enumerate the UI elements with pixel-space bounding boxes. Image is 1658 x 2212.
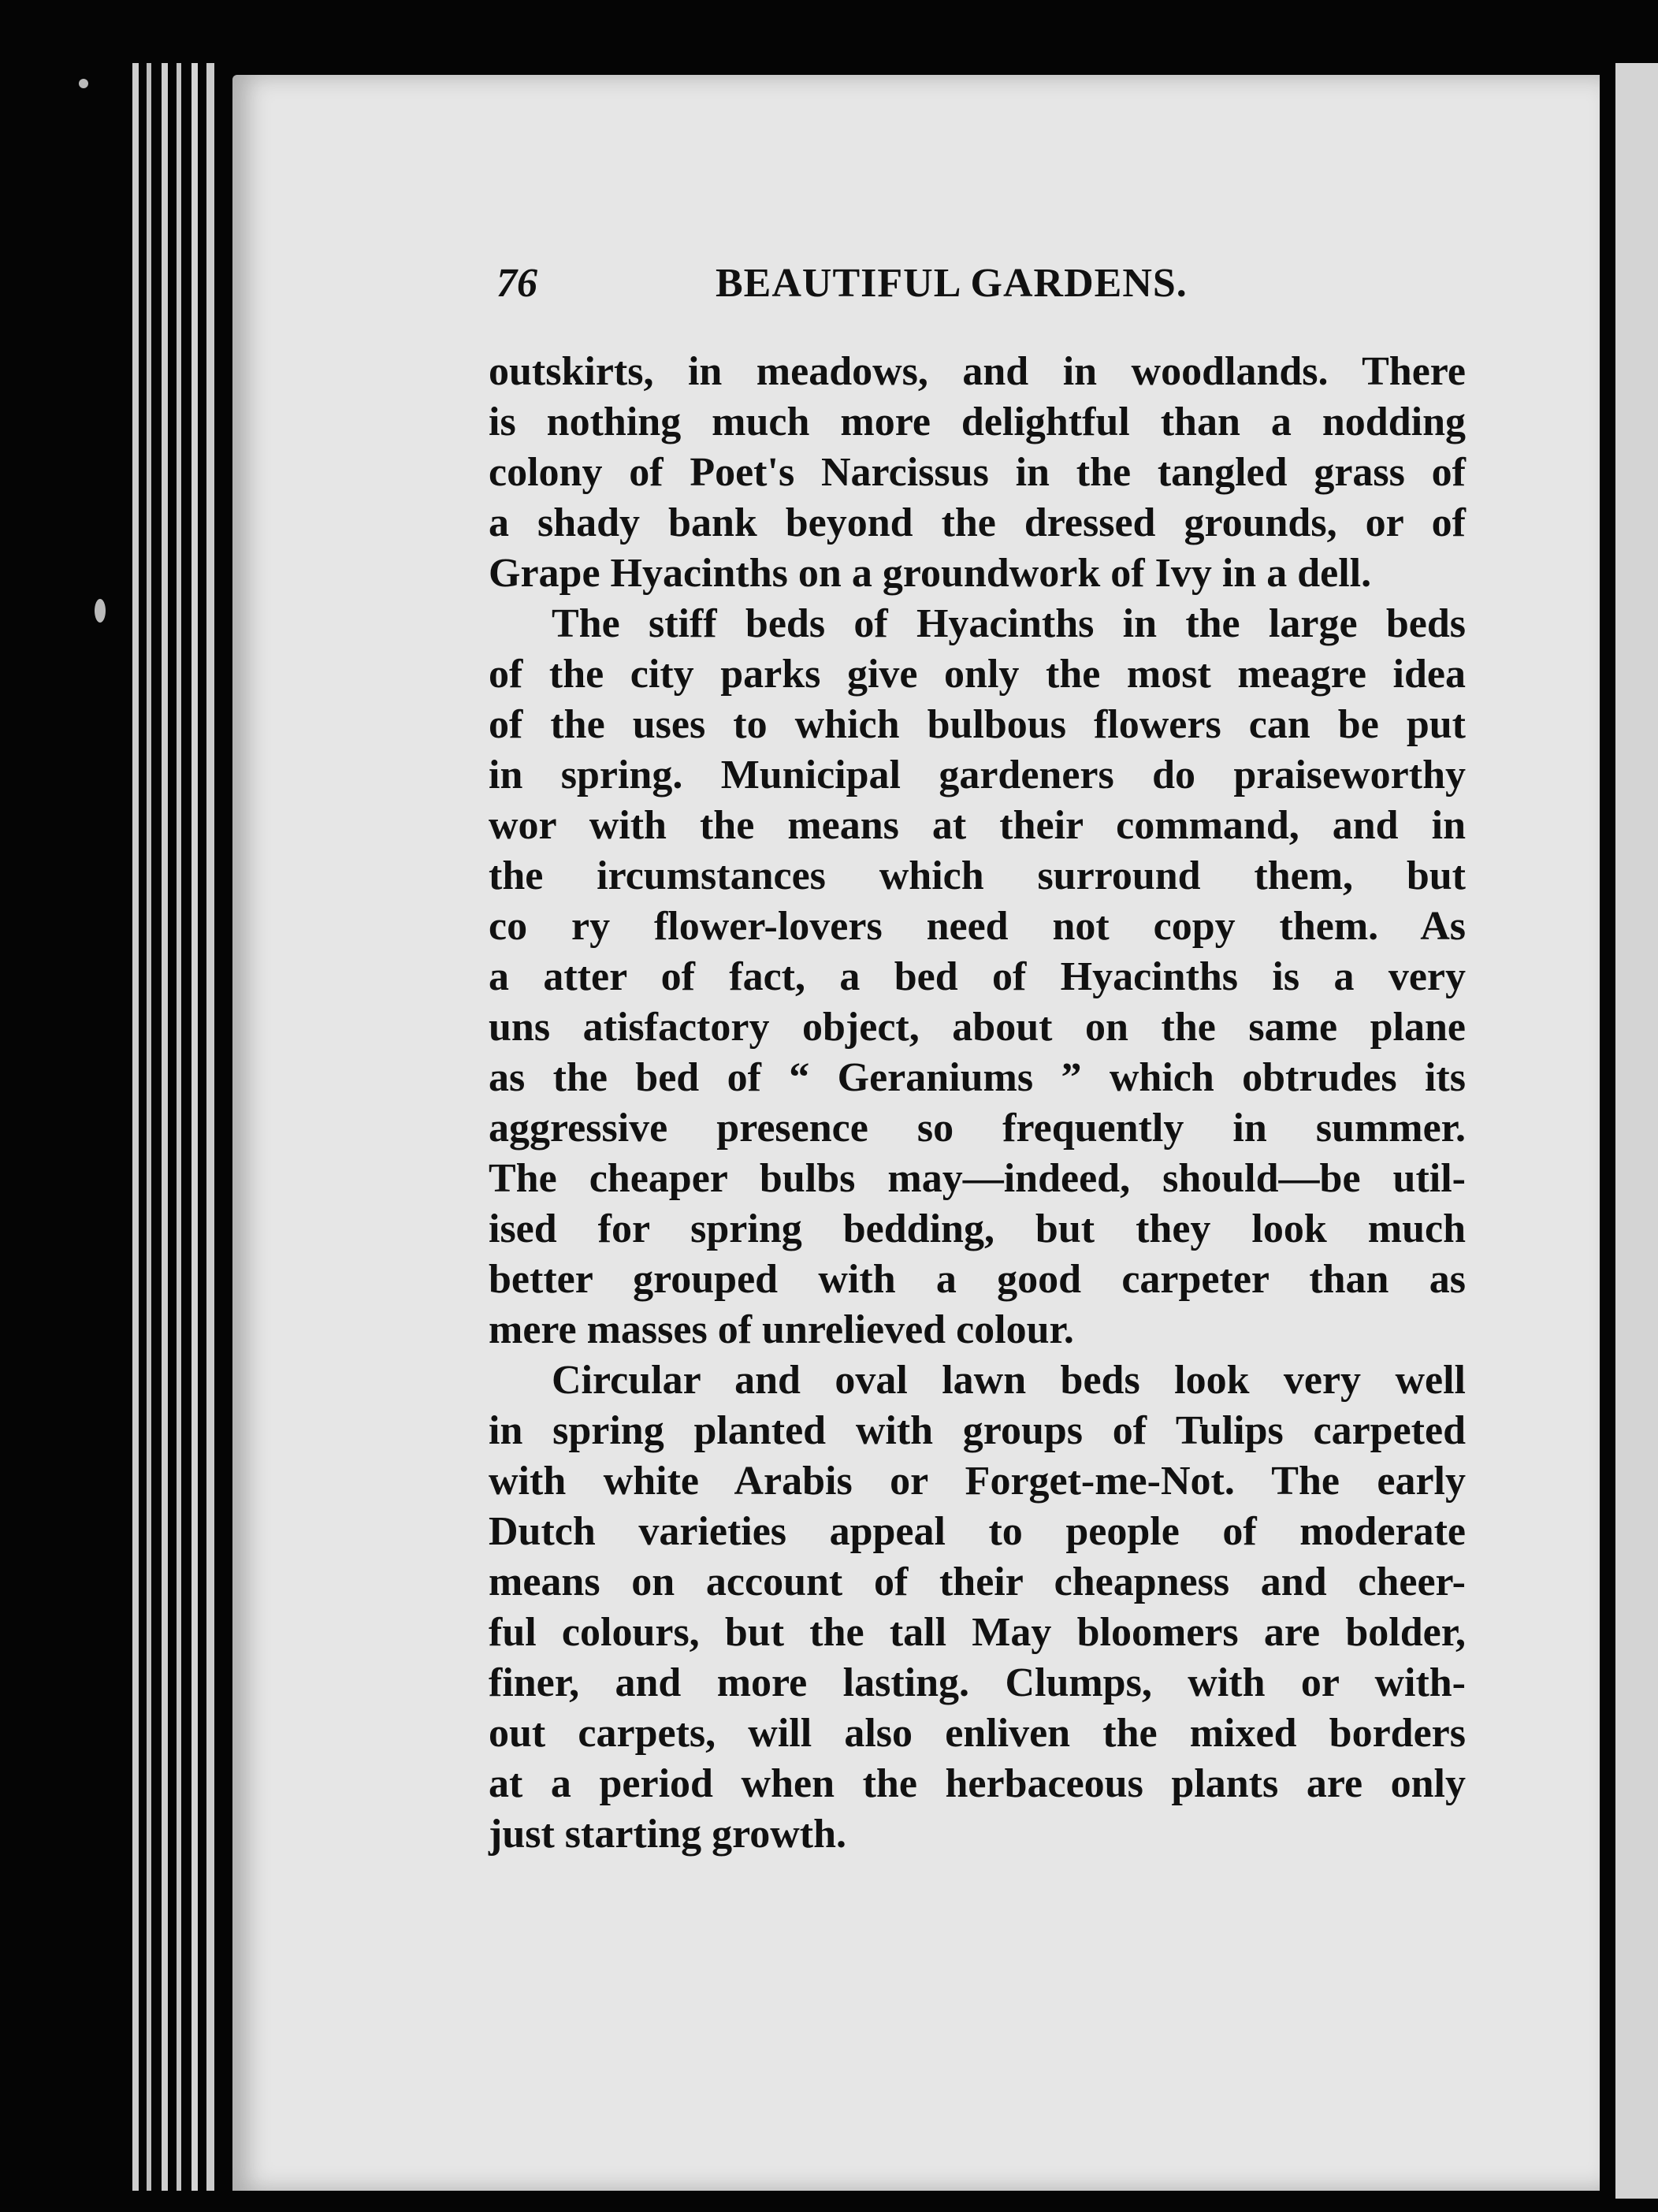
text-line: co ry flower-lovers need not copy them. As — [489, 904, 1466, 949]
text-line: ised for spring bedding, but they look much — [489, 1206, 1466, 1251]
body-text — [489, 347, 1466, 1860]
text-line: the ircumstances which surround them, but — [489, 853, 1466, 898]
page-number: 76 — [496, 261, 537, 306]
text-line: The cheaper bulbs may—indeed, should—be util- — [489, 1156, 1466, 1201]
text-line: as the bed of “ Geraniums ” which obtrudes its — [489, 1055, 1466, 1100]
scan-speck — [95, 599, 106, 623]
paragraph — [489, 599, 1466, 1355]
text-line: The stiff beds of Hyacinths in the large beds — [552, 601, 1466, 646]
text-line: a atter of fact, a bed of Hyacinths is a very — [489, 954, 1466, 999]
text-line: ful colours, but the tall May bloomers are bolder, — [489, 1610, 1466, 1655]
running-title: BEAUTIFUL GARDENS. — [716, 261, 1188, 306]
page-edge — [132, 63, 139, 2191]
text-line: with white Arabis or Forget-me-Not. The early — [489, 1459, 1466, 1504]
text-line: uns atisfactory object, about on the same plane — [489, 1005, 1466, 1050]
text-line: Dutch varieties appeal to people of moderate — [489, 1509, 1466, 1554]
text-line: colony of Poet's Narcissus in the tangled grass of — [489, 450, 1466, 495]
text-line: a shady bank beyond the dressed grounds, or of — [489, 500, 1466, 545]
text-line: in spring. Municipal gardeners do praiseworthy — [489, 753, 1466, 797]
page-edge — [191, 63, 198, 2191]
text-line: is nothing much more delightful than a nodding — [489, 400, 1466, 444]
page-edge — [162, 63, 168, 2191]
text-line: outskirts, in meadows, and in woodlands. There — [489, 349, 1466, 394]
text-line: aggressive presence so frequently in summer. — [489, 1106, 1466, 1151]
paragraph — [489, 1355, 1466, 1860]
text-line: mere masses of unrelieved colour. — [489, 1307, 1074, 1352]
page-edge — [177, 63, 181, 2191]
page-edge — [147, 63, 151, 2191]
paragraph — [489, 347, 1466, 599]
text-line: better grouped with a good carpeter than as — [489, 1257, 1466, 1302]
text-line: of the city parks give only the most meagre idea — [489, 652, 1466, 697]
text-line: wor with the means at their command, and in — [489, 803, 1466, 848]
text-line: out carpets, will also enliven the mixed borders — [489, 1711, 1466, 1756]
text-line: at a period when the herbaceous plants are only — [489, 1761, 1466, 1806]
text-line: means on account of their cheapness and cheer- — [489, 1560, 1466, 1604]
text-line: of the uses to which bulbous flowers can be put — [489, 702, 1466, 747]
running-head — [496, 260, 1300, 323]
text-line: in spring planted with groups of Tulips carpeted — [489, 1408, 1466, 1453]
scan-speck — [79, 79, 88, 88]
text-line: finer, and more lasting. Clumps, with or with- — [489, 1660, 1466, 1705]
facing-page-edge — [1615, 63, 1658, 2199]
text-line: Circular and oval lawn beds look very well — [552, 1358, 1466, 1403]
text-line: just starting growth. — [489, 1812, 847, 1857]
text-line: Grape Hyacinths on a groundwork of Ivy in a dell. — [489, 551, 1372, 596]
page-edge — [206, 63, 214, 2191]
